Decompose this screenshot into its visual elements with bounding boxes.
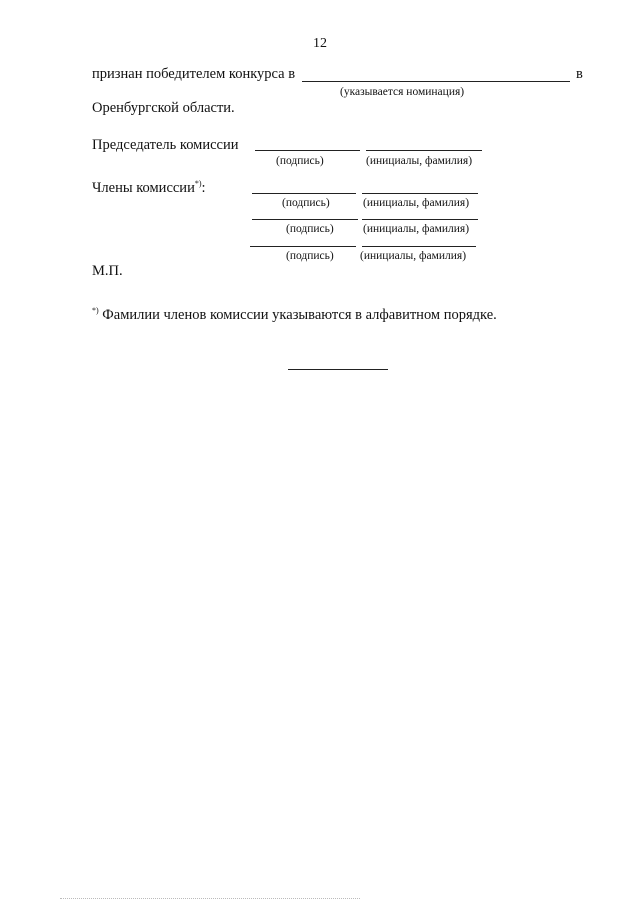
member-signature-caption: (подпись) — [286, 223, 334, 235]
closing-separator-line — [288, 369, 388, 370]
member-signature-caption: (подпись) — [286, 250, 334, 262]
nomination-hint: (указывается номинация) — [340, 86, 465, 98]
footnote-mark: *) — [92, 306, 99, 316]
chairman-label: Председатель комиссии — [92, 137, 239, 153]
chairman-signature-caption: (подпись) — [276, 155, 324, 167]
winner-suffix-text: в — [576, 66, 583, 82]
footnote-text: Фамилии членов комиссии указываются в алфавитном порядке. — [98, 307, 497, 323]
nomination-blank-line — [302, 81, 570, 82]
chairman-signature-line — [255, 150, 360, 151]
region-text: Оренбургской области. — [92, 100, 235, 116]
member-name-caption: (инициалы, фамилия) — [360, 250, 467, 262]
member-name-line — [362, 219, 478, 220]
members-label-line — [92, 180, 206, 197]
member-signature-line — [252, 193, 356, 194]
stamp-place-text: М.П. — [92, 263, 123, 279]
member-name-line — [362, 193, 478, 194]
page-number: 12 — [313, 36, 327, 51]
member-signature-line — [250, 246, 356, 247]
winner-prefix-text: признан победителем конкурса в — [92, 66, 296, 82]
members-label: Члены комиссии — [92, 180, 195, 196]
member-name-caption: (инициалы, фамилия) — [363, 223, 470, 235]
members-footnote-mark: *) — [194, 179, 202, 189]
member-name-caption: (инициалы, фамилия) — [363, 197, 470, 209]
member-signature-caption: (подпись) — [282, 197, 330, 209]
chairman-name-line — [366, 150, 482, 151]
footnote-line — [92, 307, 497, 324]
scan-artifact-line — [60, 898, 360, 899]
members-colon: : — [201, 180, 206, 196]
member-name-line — [362, 246, 476, 247]
member-signature-line — [252, 219, 358, 220]
chairman-name-caption: (инициалы, фамилия) — [366, 155, 473, 167]
